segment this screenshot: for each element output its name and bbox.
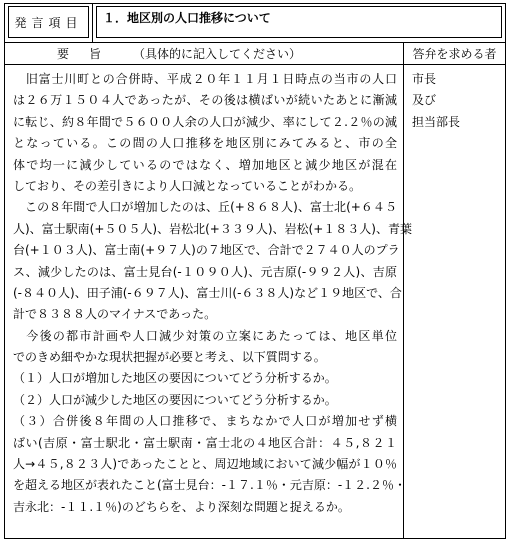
answer-label: 答弁を求める者 [412,47,497,61]
respondent-and: 及び [412,93,437,108]
gist-line: ばい(吉原・富士駅北・富士駅南・富士北の４地区合計：４５,８２１ [13,435,397,450]
respondent-mayor: 市長 [412,72,437,86]
gist-line: となっている。この間の人口推移を地区別にみてみると、市の全 [13,136,397,151]
respondent-director: 担当部長 [412,114,461,129]
question-line-2: （２）人口が減少した地区の要因についてどう分析するか。 [13,392,337,407]
gist-line: 人→４５,８２３人)であったことと、周辺地域において減少幅が１０％ [13,457,397,472]
gist-line: この８年間で人口が増加したのは、丘(+８６８人)、富士北(+６４５ [13,200,397,215]
gist-line: 吉永北：-１１.１％)のどちらを、より深刻な問題と捉えるか。 [13,499,350,514]
body-row [5,65,505,538]
gist-line: を超える地区が表れたこと(富士見台：-１７.１％・元吉原：-１２.２％・ [13,478,406,493]
gist-label: 要旨 [57,47,122,61]
gist-line: ス、減少したのは、富士見台(-１０９０人)、元吉原(-９９２人)、吉原 [13,264,397,279]
gist-line: (-８４０人)、田子浦(-６９７人)、富士川(-６３８人)など１９地区で、合 [13,285,402,300]
gist-line: 人)、富士駅南(+５０５人)、岩松北(+３３９人)、岩松(+１８３人)、青葉 [13,221,412,236]
gist-line: 体で均一に減少しているのではなく、増加地区と減少地区が混在 [13,157,397,172]
gist-note: （具体的に記入してください） [133,47,302,61]
gist-line: は２６万１５０４人であったが、その後は横ばいが続いたあとに漸減 [13,93,397,108]
subheader-row [5,43,505,65]
question-line-3: （３）合併後８年間の人口推移で、まちなかで人口が増加せず横 [13,414,397,429]
gist-header-cell [5,43,404,64]
item-title: １．地区別の人口推移について [96,6,502,38]
gist-line: 計で８３８８人のマイナスであった。 [13,307,217,322]
gist-line: に転じ、約８年間で５６００人余の人口が減少、率にして２.２％の減 [13,114,397,129]
item-label-cell [5,4,93,42]
item-title-cell [93,4,505,42]
gist-line: 旧富士川町との合併時、平成２０年１１月１日時点の当市の人口 [13,72,397,86]
item-label: 発言項目 [8,6,89,38]
gist-line: 台(+１０３人)、富士南(+９７人)の７地区で、合計で２７４０人のプラ [13,243,400,258]
question-line-1: （１）人口が増加した地区の要因についてどう分析するか。 [13,371,337,386]
answer-header-cell [404,43,505,64]
respondent-cell [404,65,505,538]
gist-line: 今後の都市計画や人口減少対策の立案にあたっては、地区単位 [13,328,397,343]
gist-line: でのきめ細やかな現状把握が必要と考え、以下質問する。 [13,350,326,365]
question-form [4,3,506,539]
header-row [5,4,505,43]
gist-line: しており、その差引きにより人口減となっていることがわかる。 [13,178,362,193]
gist-text-cell [5,65,412,538]
